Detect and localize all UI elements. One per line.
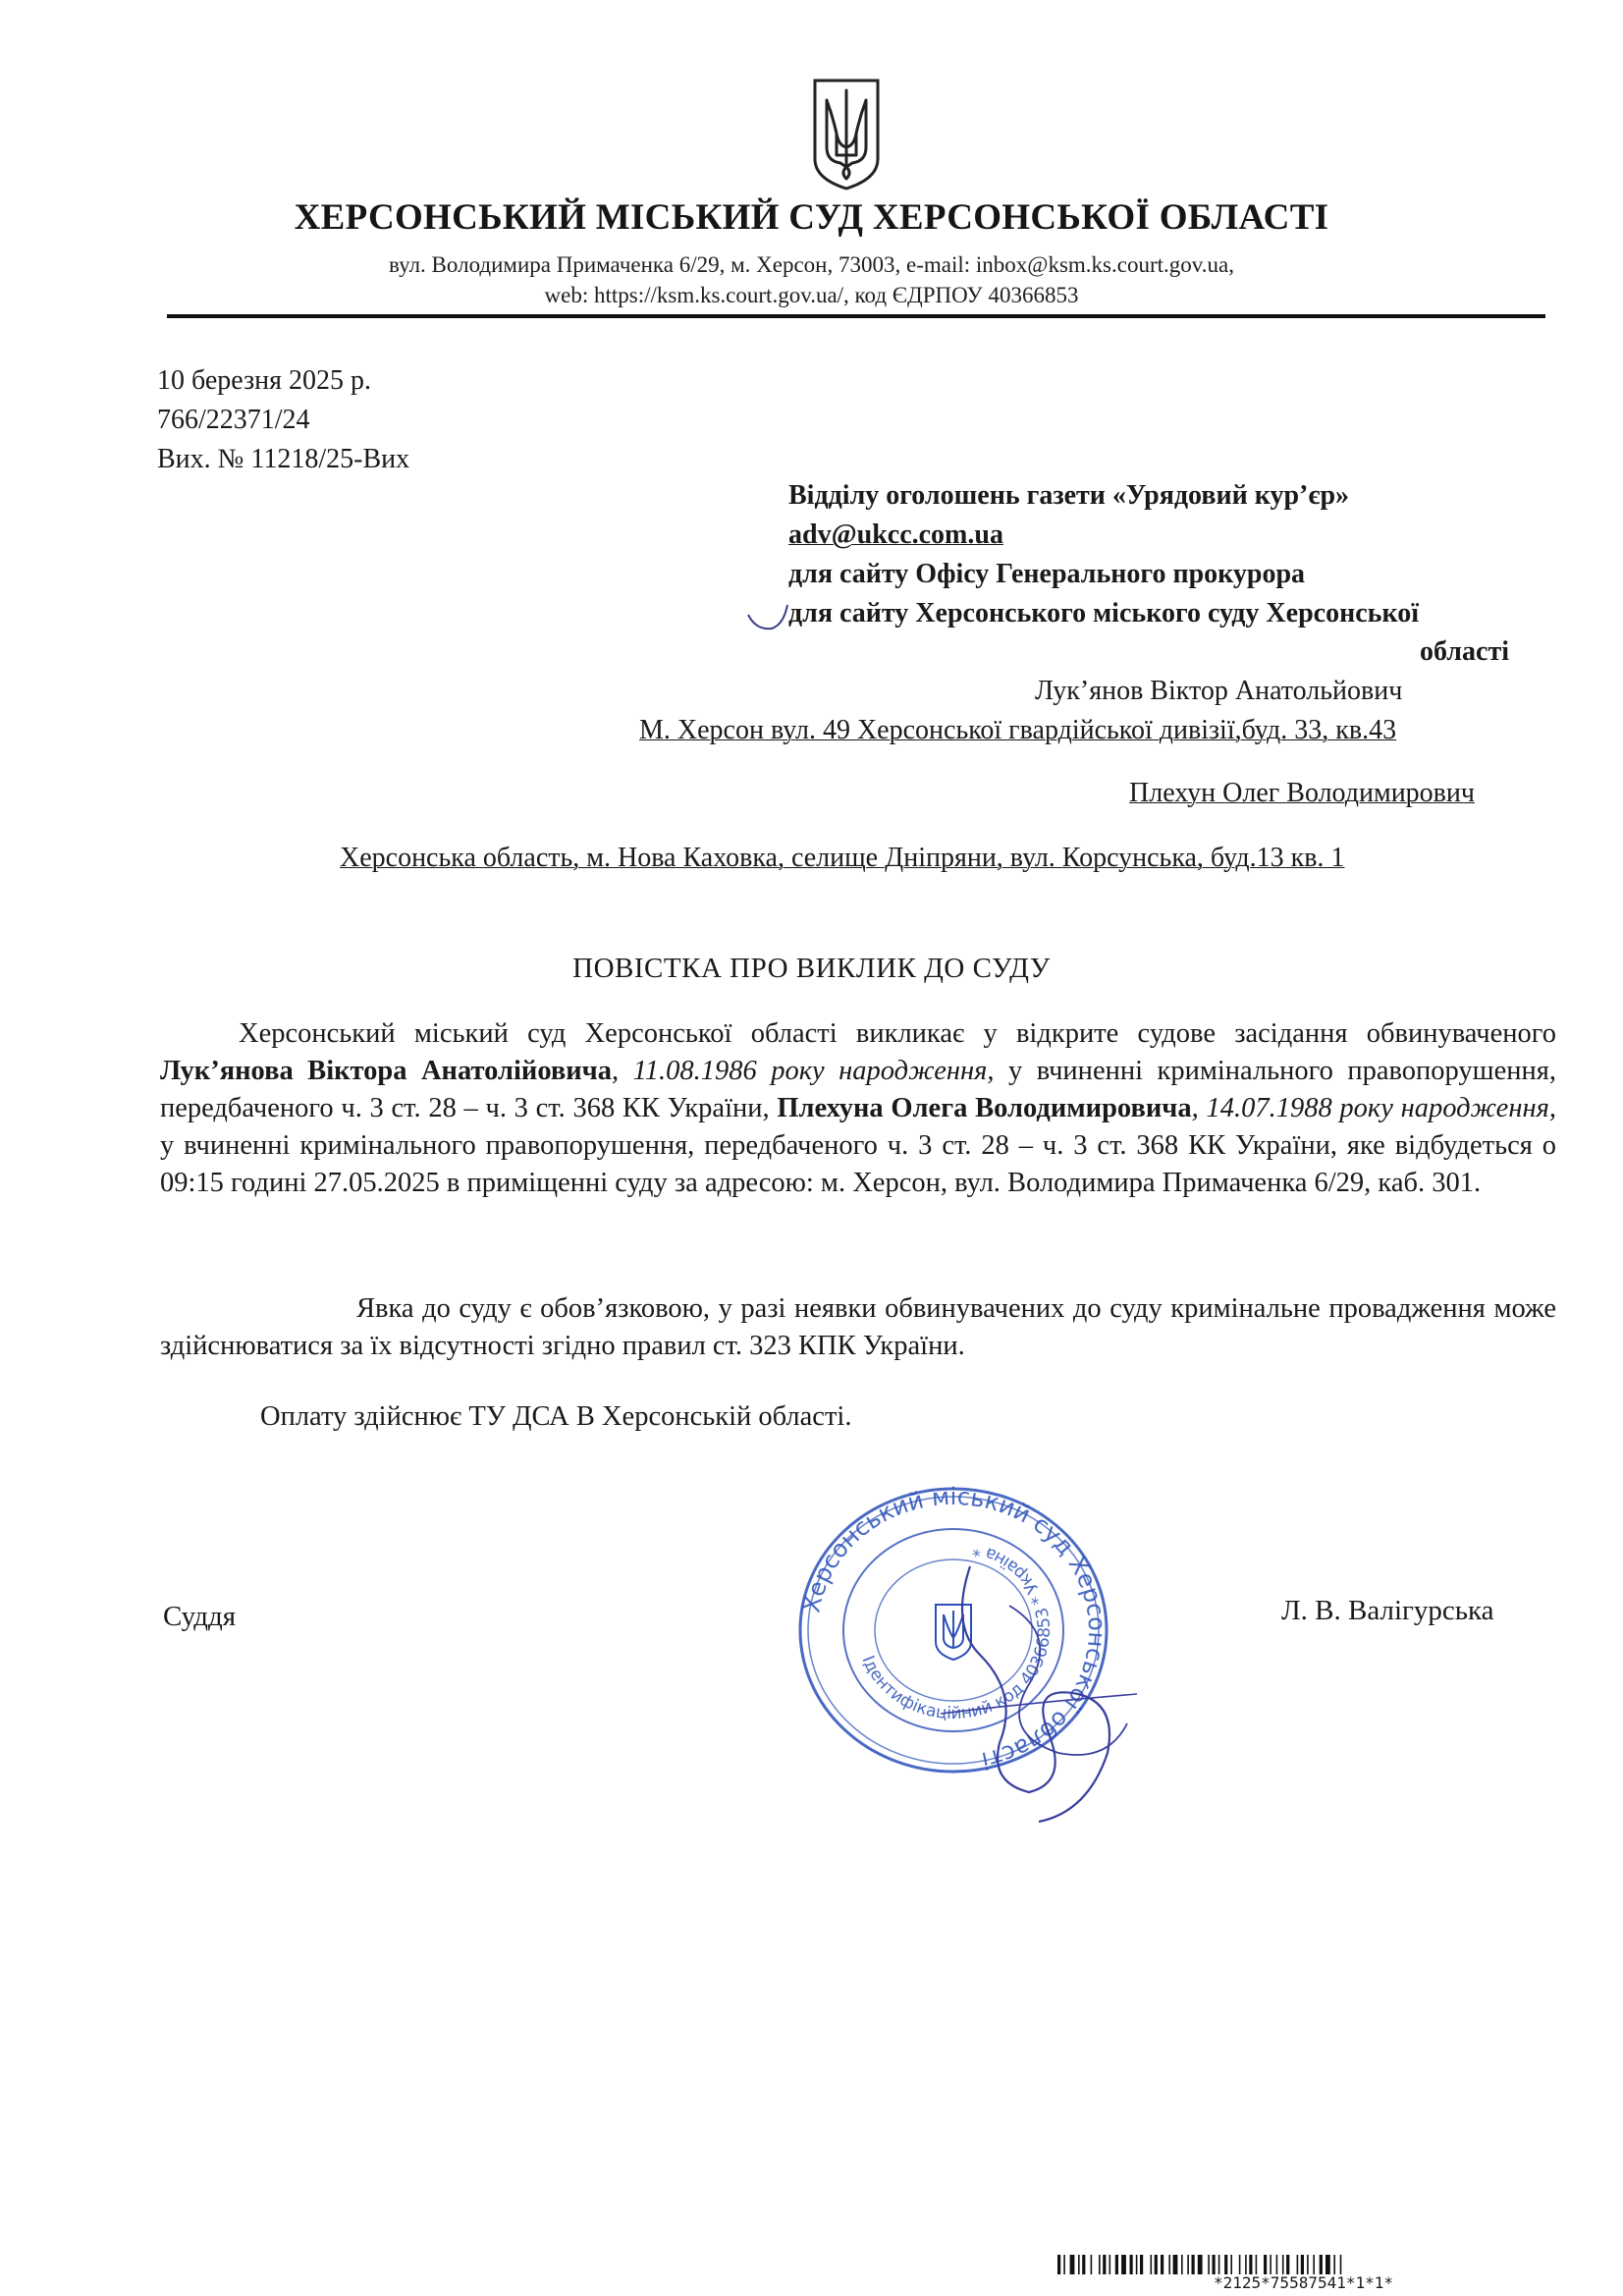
recipient-newspaper: Відділу оголошень газети «Урядовий кур’єр» (788, 480, 1350, 511)
barcode-bar (1340, 2255, 1342, 2274)
barcode-bar (1307, 2255, 1309, 2274)
barcode-bar (1151, 2255, 1153, 2274)
barcode-bar (1276, 2255, 1278, 2274)
barcode-bar (1121, 2255, 1126, 2274)
barcode-number: *2125*75587541*1*1* (1214, 2273, 1394, 2292)
barcode-bar (1070, 2255, 1075, 2274)
barcode-bar (1218, 2255, 1220, 2274)
barcode-bar (1239, 2255, 1241, 2274)
barcode-bar (1208, 2255, 1210, 2274)
barcode-bar (1099, 2255, 1101, 2274)
barcode-bar (1286, 2255, 1289, 2274)
seal-outer-text: Херсонський міський суд Херсонської області (797, 1483, 1111, 1775)
barcode-bar (1333, 2255, 1335, 2274)
outgoing-number: Вих. № 11218/25-Вих (157, 444, 410, 474)
defendant1-address: М. Херсон вул. 49 Херсонської гвардійської дивізії,буд. 33, кв.43 (639, 715, 1397, 745)
judge-name: Л. В. Валігурська (1281, 1595, 1494, 1626)
court-web-line: web: https://ksm.ks.court.gov.ua/, код ЄДРПОУ 40366853 (544, 283, 1079, 307)
recipient-court-site-cont: області (1420, 636, 1509, 667)
defendant1-birth: , 11.08.1986 року народження, (612, 1056, 995, 1086)
header-divider (167, 314, 1545, 318)
barcode-bar (1136, 2255, 1138, 2274)
barcode-bar (1282, 2255, 1284, 2274)
defendant2-birth: , 14.07.1988 року народження, (1191, 1093, 1556, 1123)
barcode-bar (1078, 2255, 1080, 2274)
barcode-bar (1313, 2255, 1315, 2274)
recipient-prosecutor-site: для сайту Офісу Генерального прокурора (788, 559, 1306, 589)
barcode-bar (1256, 2255, 1258, 2274)
attendance-text: Явка до суду є обов’язковою, у разі неявки обвинувачених до суду кримінальне провадження може здійснюватися за їх відсутності згідно правил ст. 323 КПК України. (160, 1293, 1556, 1361)
defendant1-name: Лук’янов Віктор Анатольйович (1035, 676, 1403, 706)
barcode-bar (1155, 2255, 1158, 2274)
judge-role-label: Суддя (163, 1601, 237, 1632)
payment-text: Оплату здійснює ТУ ДСА В Херсонській області. (260, 1401, 852, 1432)
barcode-bar (1109, 2255, 1111, 2274)
coat-of-arms-icon (811, 77, 882, 192)
defendant2-name-bold: Плехуна Олега Володимировича (777, 1093, 1192, 1123)
document-title: ПОВІСТКА ПРО ВИКЛИК ДО СУДУ (572, 953, 1051, 984)
barcode-bar (1198, 2255, 1203, 2274)
barcode-bar (1130, 2255, 1133, 2274)
recipient-email: adv@ukcc.com.ua (788, 519, 1003, 550)
document-barcode (1057, 2255, 1548, 2274)
defendant2-address: Херсонська область, м. Нова Каховка, селище Дніпряни, вул. Корсунська, буд.13 кв. 1 (340, 843, 1345, 873)
barcode-bar (1181, 2255, 1183, 2274)
barcode-bar (1224, 2255, 1227, 2274)
barcode-bar (1161, 2255, 1163, 2274)
court-address-line: вул. Володимира Примаченка 6/29, м. Херсон, 73003, e-mail: inbox@ksm.ks.court.gov.ua, (389, 252, 1234, 277)
document-date: 10 березня 2025 р. (157, 365, 371, 396)
payment-paragraph (260, 1398, 1438, 1436)
barcode-bar (1140, 2255, 1143, 2274)
barcode-bar (1245, 2255, 1247, 2274)
barcode-bar (1213, 2255, 1216, 2274)
barcode-bar (1168, 2255, 1170, 2274)
barcode-bar (1082, 2255, 1085, 2274)
barcode-bar (1057, 2255, 1060, 2274)
barcode-bar (1115, 2255, 1118, 2274)
judge-signature (911, 1547, 1147, 1841)
barcode-bar (1230, 2255, 1232, 2274)
barcode-bar (1325, 2255, 1330, 2274)
barcode-bar (1270, 2255, 1271, 2274)
defendant1-name-bold: Лук’янова Віктора Анатолійовича (160, 1056, 612, 1086)
case-number: 766/22371/24 (157, 405, 310, 435)
barcode-bar (1103, 2255, 1106, 2274)
barcode-bar (1063, 2255, 1065, 2274)
body-charge2-hearing: у вчиненні кримінального правопорушення, передбаченого ч. 3 ст. 28 – ч. 3 ст. 368 КК України, яке відбудеться о 09:15 годині 27.05.2025 в приміщенні суду за адресою: м. Херсон, вул. Володимира Примаченка 6/29, каб. 301. (160, 1130, 1556, 1198)
attendance-paragraph (160, 1290, 1556, 1365)
court-name-heading: ХЕРСОНСЬКИЙ МІСЬКИЙ СУД ХЕРСОНСЬКОЇ ОБЛАСТІ (294, 197, 1329, 238)
body-charge1: у вчиненні кримінального правопорушення, передбаченого ч. 3 ст. 28 – ч. 3 ст. 368 КК України, (160, 1056, 1556, 1123)
barcode-bar (1173, 2255, 1178, 2274)
defendant2-name: Плехун Олег Володимирович (1129, 778, 1475, 808)
seal-inner-text: Ідентифікаційний код 40366853 * Україна * (857, 1539, 1055, 1724)
barcode-bar (1192, 2255, 1195, 2274)
barcode-bar (1297, 2255, 1299, 2274)
summons-body (160, 1015, 1556, 1202)
body-intro: Херсонський міський суд Херсонської області викликає у відкрите судове засідання обвинуваченого (239, 1018, 1556, 1049)
barcode-bar (1091, 2255, 1093, 2274)
barcode-bar (1187, 2255, 1189, 2274)
barcode-bar (1301, 2255, 1304, 2274)
barcode-bar (1264, 2255, 1267, 2274)
recipient-court-site: для сайту Херсонського міського суду Херсонської (788, 598, 1419, 629)
barcode-bar (1249, 2255, 1252, 2274)
barcode-bar (1320, 2255, 1323, 2274)
pen-mark-icon (744, 601, 793, 636)
